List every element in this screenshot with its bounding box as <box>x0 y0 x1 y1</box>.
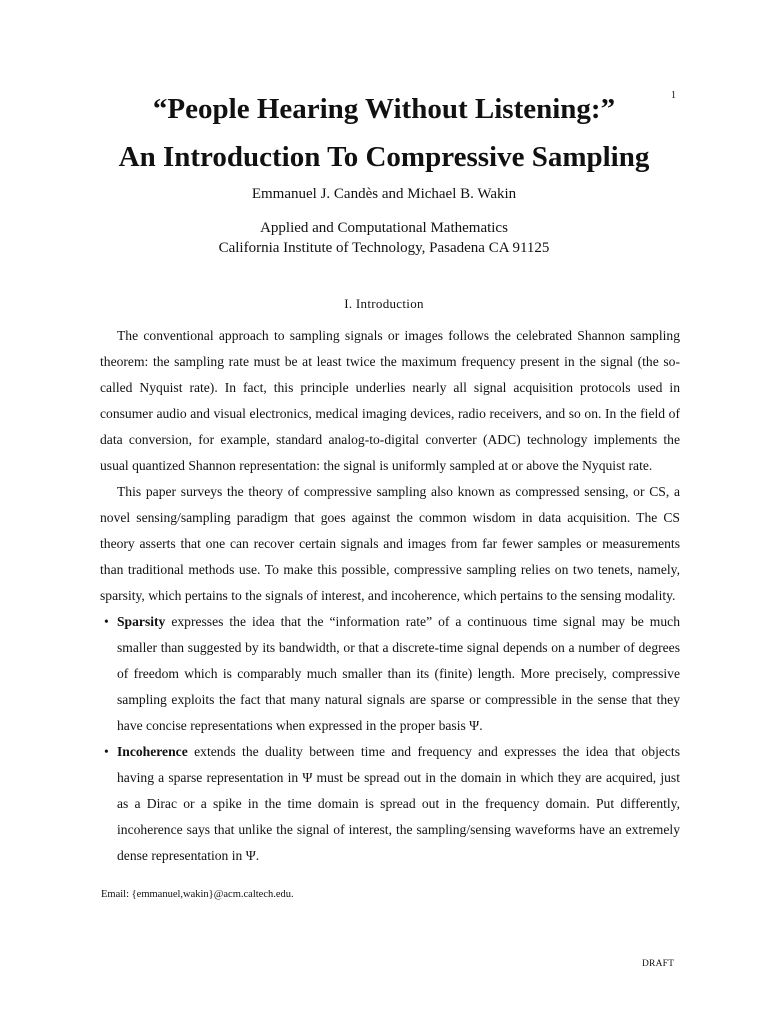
affiliation-line-2: California Institute of Technology, Pasadena CA 91125 <box>218 240 550 256</box>
bullet-term: Incoherence <box>117 744 188 759</box>
tenets-list <box>100 609 680 869</box>
affiliation <box>0 218 768 258</box>
bullet-text: expresses the idea that the “information rate” of a continuous time signal may be much smaller than suggested by its bandwidth, or that a discrete-time signal depends on a number of degrees of freedom which is comparably much smaller than its (finite) length. More precisely, compressive sampling exploits the fact that many natural signals are sparse or compressible in the sense that they have concise representations when expressed in the proper basis Ψ. <box>117 614 680 733</box>
bullet-term: Sparsity <box>117 614 166 629</box>
bullet-text: extends the duality between time and frequency and expresses the idea that objects having a sparse representation in Ψ must be spread out in the domain in which they are acquired, just as a Dirac or a spike in the time domain is spread out in the frequency domain. Put differently, incoherence says that unlike the signal of interest, the sampling/sensing waveforms have an extremely dense representation in Ψ. <box>117 744 680 863</box>
affiliation-line-1: Applied and Computational Mathematics <box>260 220 508 236</box>
bullet-glyph: • <box>104 614 109 629</box>
section-body <box>100 323 680 869</box>
footnote: Email: {emmanuel,wakin}@acm.caltech.edu. <box>101 889 294 900</box>
paragraph: The conventional approach to sampling signals or images follows the celebrated Shannon sampling theorem: the sampling rate must be at least twice the maximum frequency present in the signal (the so-called Nyquist rate). In fact, this principle underlies nearly all signal acquisition protocols used in consumer audio and visual electronics, medical imaging devices, radio receivers, and so on. In the field of data conversion, for example, standard analog-to-digital converter (ADC) technology implements the usual quantized Shannon representation: the signal is uniformly sampled at or above the Nyquist rate. <box>100 328 680 473</box>
title-line-2: An Introduction To Compressive Sampling <box>118 141 650 173</box>
title-line-1: “People Hearing Without Listening:” <box>152 93 616 125</box>
page-number: 1 <box>671 90 676 101</box>
list-item <box>100 609 680 739</box>
bullet-glyph: • <box>104 744 109 759</box>
authors: Emmanuel J. Candès and Michael B. Wakin <box>251 186 517 202</box>
list-item <box>100 739 680 869</box>
section-heading: I. Introduction <box>344 296 424 311</box>
paper-title <box>0 85 768 181</box>
draft-label: DRAFT <box>642 959 675 969</box>
paragraph: This paper surveys the theory of compressive sampling also known as compressed sensing, or CS, a novel sensing/sampling paradigm that goes against the common wisdom in data acquisition. The CS theory asserts that one can recover certain signals and images from far fewer samples or measurements than traditional methods use. To make this possible, compressive sampling relies on two tenets, namely, sparsity, which pertains to the signals of interest, and incoherence, which pertains to the sensing modality. <box>100 484 680 603</box>
